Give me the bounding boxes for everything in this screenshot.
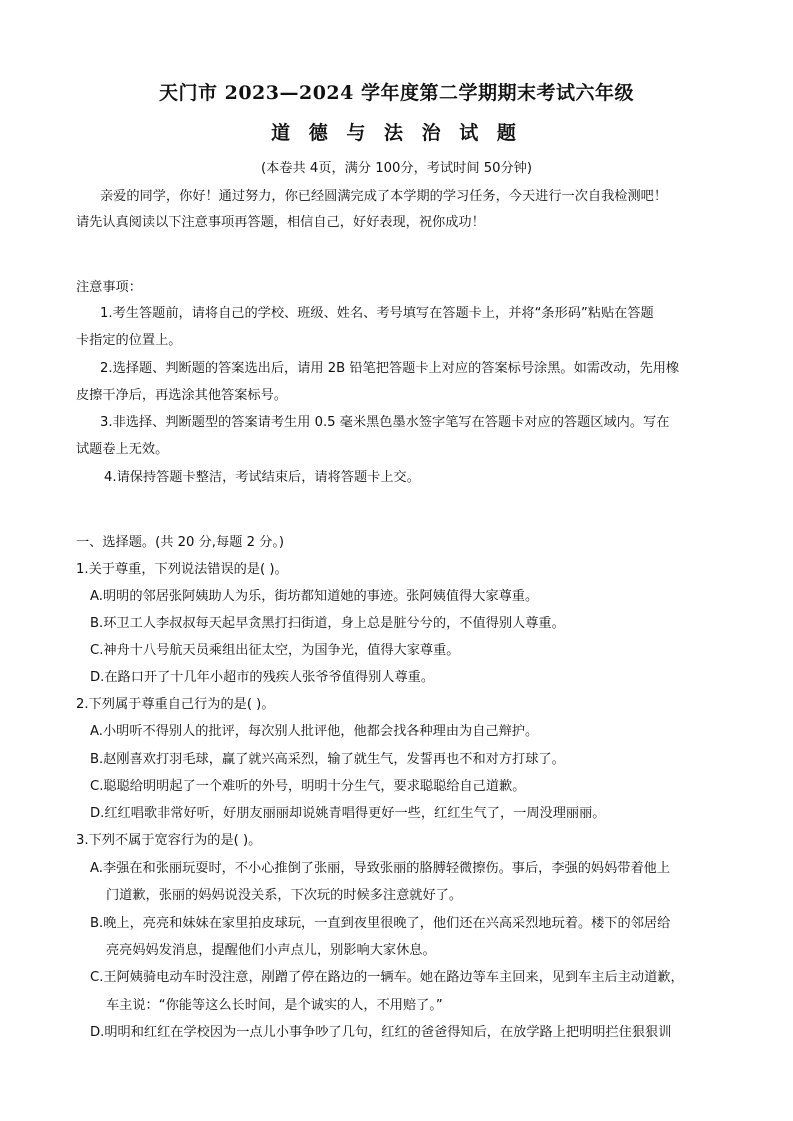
question-2-option-c: C.聪聪给明明起了一个难听的外号，明明十分生气，要求聪聪给自己道歉。 bbox=[90, 779, 526, 794]
question-2-option-d: D.红红唱歌非常好听，好朋友丽丽却说姚青唱得更好一些，红红生气了，一周没理丽丽。 bbox=[90, 806, 606, 821]
question-2-option-b: B.赵刚喜欢打羽毛球，赢了就兴高采烈，输了就生气，发誓再也不和对方打球了。 bbox=[90, 752, 565, 767]
question-1-option-d: D.在路口开了十几年小超市的残疾人张爷爷值得别人尊重。 bbox=[90, 670, 435, 685]
question-2-stem: 2.下列属于尊重自己行为的是( )。 bbox=[76, 697, 275, 712]
notice-heading: 注意事项： bbox=[76, 280, 142, 295]
section-heading: 一、选择题。(共 20 分,每题 2 分。) bbox=[76, 535, 285, 550]
intro-line-2: 请先认真阅读以下注意事项再答题，相信自己，好好表现，祝你成功！ bbox=[76, 215, 485, 230]
question-1-option-a: A.明明的邻居张阿姨助人为乐，街坊都知道她的事迹。张阿姨值得大家尊重。 bbox=[90, 589, 539, 604]
subject-title: 道 德 与 法 治 试 题 bbox=[271, 122, 522, 144]
question-3-option-b-cont: 亮亮妈妈发消息，提醒他们小声点儿，别影响大家休息。 bbox=[106, 943, 436, 958]
question-1-option-b: B.环卫工人李叔叔每天起早贪黑打扫街道，身上总是脏兮兮的，不值得别人尊重。 bbox=[90, 616, 565, 631]
question-2-option-a: A.小明听不得别人的批评，每次别人批评他，他都会找各种理由为自己辩护。 bbox=[90, 724, 539, 739]
notice-item-4: 4.请保持答题卡整洁，考试结束后，请将答题卡上交。 bbox=[104, 470, 420, 485]
question-3-option-c: C.王阿姨骑电动车时没注意，剐蹭了停在路边的一辆车。她在路边等车主回来，见到车主后主动道歉， bbox=[90, 970, 684, 985]
notice-item-3: 3.非选择、判断题型的答案请考生用 0.5 毫米黑色墨水签字笔写在答题卡对应的答题区域内。写在 bbox=[100, 415, 670, 430]
intro-line-1: 亲爱的同学，你好！通过努力，你已经圆满完成了本学期的学习任务，今天进行一次自我检测吧！ bbox=[100, 189, 668, 204]
notice-item-2-cont: 皮擦干净后，再选涂其他答案标号。 bbox=[76, 388, 287, 403]
question-3-stem: 3.下列不属于宽容行为的是( )。 bbox=[76, 833, 262, 848]
question-3-option-c-cont: 车主说：“你能等这么长时间，是个诚实的人，不用赔了。” bbox=[106, 998, 443, 1013]
notice-item-1-cont: 卡指定的位置上。 bbox=[76, 333, 182, 348]
question-3-option-a: A.李强在和张丽玩耍时，不小心推倒了张丽，导致张丽的胳膊轻微擦伤。事后，李强的妈妈带着他上 bbox=[90, 861, 671, 876]
question-3-option-d: D.明明和红红在学校因为一点儿小事争吵了几句，红红的爸爸得知后，在放学路上把明明拦住狠狠训 bbox=[90, 1025, 672, 1040]
notice-item-2: 2.选择题、判断题的答案选出后，请用 2B 铅笔把答题卡上对应的答案标号涂黑。如需改动，先用橡 bbox=[100, 361, 680, 376]
notice-item-1: 1.考生答题前，请将自己的学校、班级、姓名、考号填写在答题卡上，并将“条形码”粘贴在答题 bbox=[100, 306, 654, 321]
question-3-option-a-cont: 门道歉，张丽的妈妈说没关系，下次玩的时候多注意就好了。 bbox=[106, 888, 463, 903]
question-1-stem: 1.关于尊重，下列说法错误的是( )。 bbox=[76, 562, 288, 577]
question-1-option-c: C.神舟十八号航天员乘组出征太空，为国争光，值得大家尊重。 bbox=[90, 643, 460, 658]
exam-info: (本卷共 4页，满分 100分，考试时间 50分钟) bbox=[260, 161, 533, 176]
question-3-option-b: B.晚上，亮亮和妹妹在家里拍皮球玩，一直到夜里很晚了，他们还在兴高采烈地玩着。楼下的邻居给 bbox=[90, 916, 671, 931]
notice-item-3-cont: 试题卷上无效。 bbox=[76, 442, 169, 457]
exam-title: 天门市 2023—2024 学年度第二学期期末考试六年级 bbox=[159, 82, 634, 104]
